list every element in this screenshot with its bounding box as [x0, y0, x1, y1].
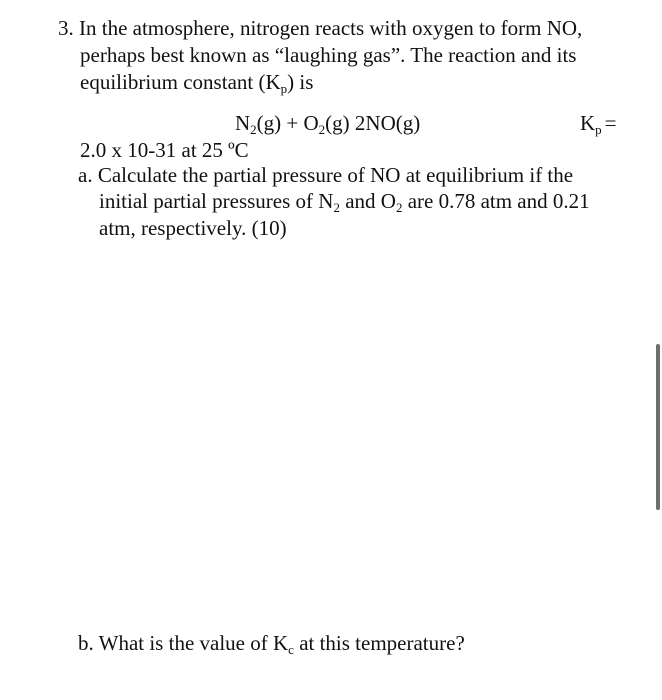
nitrogen-symbol: N [235, 111, 251, 135]
equation-text: (g) + O [256, 111, 319, 135]
part-a-text: and O [339, 189, 396, 213]
part-a-line-2 [99, 188, 590, 214]
subscript-c: c [288, 642, 294, 657]
question-text: equilibrium constant (K [80, 70, 281, 94]
part-a-text: Calculate the partial pressure of NO at equilibrium if the [97, 163, 574, 187]
reaction-equation [235, 110, 420, 136]
equals-sign: = [604, 111, 617, 135]
vertical-scrollbar[interactable] [656, 344, 660, 510]
part-b-line [78, 630, 465, 656]
question-text: In the atmosphere, nitrogen reacts with oxygen to form NO, [79, 16, 583, 40]
question-text: perhaps best known as “laughing gas”. The reaction and its [80, 43, 577, 67]
kp-label [580, 110, 617, 136]
question-text: ) is [287, 70, 314, 94]
part-a-text: are 0.78 atm and 0.21 [402, 189, 590, 213]
part-a-line-3 [99, 215, 287, 241]
equation-text: (g) 2NO(g) [325, 111, 421, 135]
part-b-text: What is the value of K [98, 631, 289, 655]
kp-symbol: K [580, 111, 596, 135]
kp-value [80, 137, 249, 163]
subscript-p: p [280, 81, 288, 96]
question-number: 3. [58, 16, 74, 40]
subscript-p: p [595, 122, 602, 137]
part-a-line-1 [78, 162, 573, 188]
question-3-line-2 [80, 42, 576, 68]
part-b-label: b. [78, 631, 94, 655]
subscript-2: 2 [318, 122, 326, 137]
subscript-2: 2 [333, 200, 340, 215]
kp-value-text: 2.0 x 10-31 at 25 ºC [80, 138, 249, 162]
part-a-text: atm, respectively. (10) [99, 216, 287, 240]
subscript-2: 2 [250, 122, 257, 137]
question-3-line-1 [58, 15, 582, 41]
part-a-label: a. [78, 163, 93, 187]
part-b-text: at this temperature? [293, 631, 465, 655]
subscript-2: 2 [395, 200, 403, 215]
part-a-text: initial partial pressures of N [99, 189, 334, 213]
question-3-line-3 [80, 69, 313, 95]
